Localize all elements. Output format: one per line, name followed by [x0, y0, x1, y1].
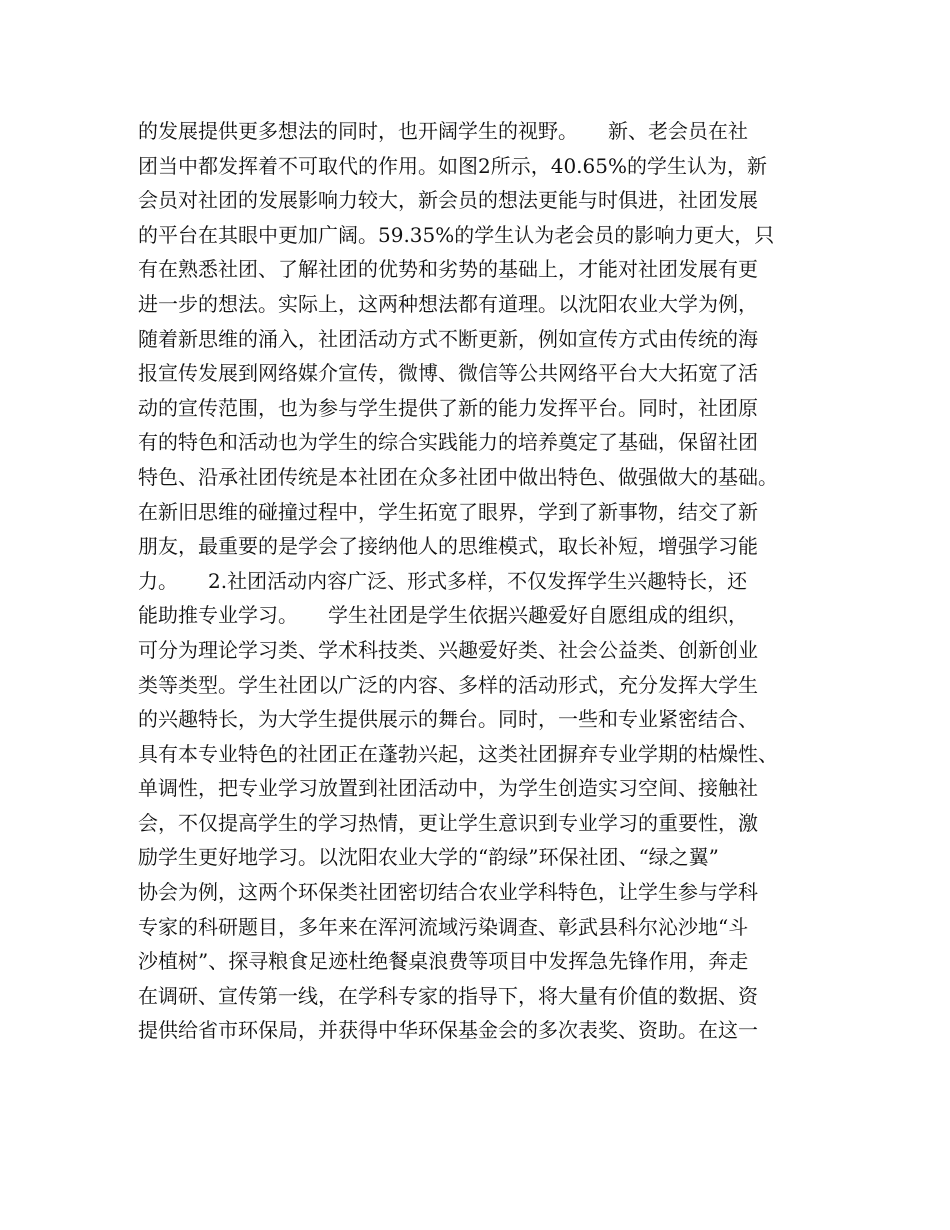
text-line: 提供给省市环保局，并获得中华环保基金会的多次表奖、资助。在这一	[138, 1018, 758, 1043]
text-line: 会，不仅提高学生的学习热情，更让学生意识到专业学习的重要性，激	[138, 810, 758, 835]
text-line: 单调性，把专业学习放置到社团活动中，为学生创造实习空间、接触社	[138, 776, 758, 801]
text-line: 的兴趣特长，为大学生提供展示的舞台。同时，一些和专业紧密结合、	[138, 707, 758, 732]
text-line: 在新旧思维的碰撞过程中，学生拓宽了眼界，学到了新事物，结交了新	[138, 499, 758, 524]
text-line: 沙植树”、探寻粮食足迹杜绝餐桌浪费等项目中发挥急先锋作用，奔走	[138, 949, 749, 974]
text-line: 专家的科研题目，多年来在浑河流域污染调查、彰武县科尔沁沙地“斗	[138, 914, 749, 939]
body-text	[138, 114, 818, 1048]
text-line: 可分为理论学习类、学术科技类、兴趣爱好类、社会公益类、创新创业	[138, 637, 758, 662]
text-line: 能助推专业学习。 学生社团是学生依据兴趣爱好自愿组成的组织，	[138, 603, 748, 628]
text-line: 会员对社团的发展影响力较大，新会员的想法更能与时俱进，社团发展	[138, 188, 758, 213]
text-line: 的平台在其眼中更加广阔。59.35%的学生认为老会员的影响力更大，只	[138, 222, 775, 247]
text-line: 的发展提供更多想法的同时，也开阔学生的视野。 新、老会员在社	[138, 119, 748, 143]
text-line: 报宣传发展到网络媒介宣传，微博、微信等公共网络平台大大拓宽了活	[138, 361, 758, 386]
text-line: 协会为例，这两个环保类社团密切结合农业学科特色，让学生参与学科	[138, 880, 758, 905]
text-line: 力。 2.社团活动内容广泛、形式多样，不仅发挥学生兴趣特长，还	[138, 568, 748, 593]
text-line: 进一步的想法。实际上，这两种想法都有道理。以沈阳农业大学为例，	[138, 291, 758, 316]
text-line: 特色、沿承社团传统是本社团在众多社团中做出特色、做强做大的基础。	[138, 464, 778, 489]
text-line: 动的宣传范围，也为参与学生提供了新的能力发挥平台。同时，社团原	[138, 395, 758, 420]
text-line: 具有本专业特色的社团正在蓬勃兴起，这类社团摒弃专业学期的枯燥性、	[138, 741, 778, 766]
text-line: 团当中都发挥着不可取代的作用。如图2所示，40.65%的学生认为，新	[138, 153, 767, 178]
text-line: 励学生更好地学习。以沈阳农业大学的“韵绿”环保社团、“绿之翼”	[138, 845, 719, 870]
text-line: 有在熟悉社团、了解社团的优势和劣势的基础上，才能对社团发展有更	[138, 257, 758, 282]
text-line: 朋友，最重要的是学会了接纳他人的思维模式，取长补短，增强学习能	[138, 534, 758, 559]
text-line: 有的特色和活动也为学生的综合实践能力的培养奠定了基础，保留社团	[138, 430, 758, 455]
text-line: 在调研、宣传第一线，在学科专家的指导下，将大量有价值的数据、资	[138, 983, 758, 1008]
text-line: 类等类型。学生社团以广泛的内容、多样的活动形式，充分发挥大学生	[138, 672, 758, 697]
text-line: 随着新思维的涌入，社团活动方式不断更新，例如宣传方式由传统的海	[138, 326, 758, 351]
